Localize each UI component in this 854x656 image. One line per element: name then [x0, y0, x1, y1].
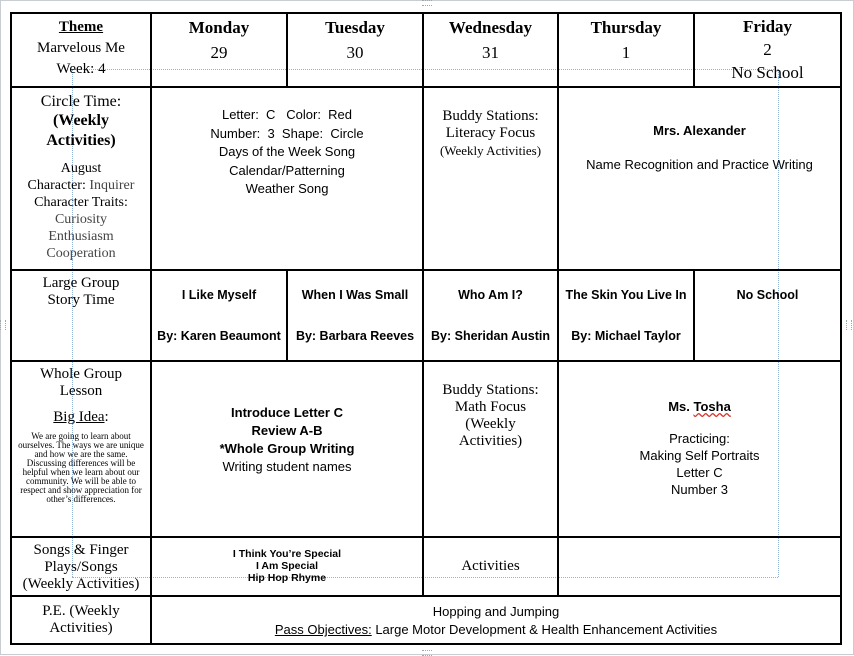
book-cell-friday[interactable]	[694, 270, 841, 361]
theme-name: Marvelous Me	[37, 40, 125, 56]
lesson-line: Review A-B	[251, 423, 323, 438]
activity-line: Math Focus	[454, 399, 527, 415]
songs-thu-fri-cell[interactable]	[558, 537, 841, 596]
day-name: Friday	[742, 17, 793, 36]
day-date: 2	[763, 40, 772, 59]
day-date: 29	[210, 43, 228, 62]
lesson-line: *Whole Group Writing	[219, 441, 355, 456]
book-author: By: Michael Taylor	[571, 329, 681, 343]
row-label: Activities)	[46, 132, 116, 149]
character-label: Character:	[27, 178, 90, 193]
trait-item: Cooperation	[46, 246, 116, 261]
activity-line: Making Self Portraits	[639, 448, 760, 463]
day-header-monday[interactable]	[151, 13, 287, 87]
day-name: Monday	[188, 18, 250, 37]
teacher-prefix: Ms.	[668, 399, 694, 414]
resize-handle[interactable]	[0, 320, 6, 330]
book-cell-wednesday[interactable]	[423, 270, 558, 361]
day-header-thursday[interactable]	[558, 13, 694, 87]
book-cell-thursday[interactable]	[558, 270, 694, 361]
activity-line: Weather Song	[245, 181, 329, 196]
row-label: Large Group	[42, 275, 120, 291]
songs-mon-tue-cell[interactable]	[151, 537, 423, 596]
pe-row	[11, 596, 841, 644]
story-time-label-cell[interactable]	[11, 270, 151, 361]
book-title: The Skin You Live In	[565, 288, 687, 302]
day-name: Thursday	[590, 18, 662, 37]
songs-wednesday-cell[interactable]	[423, 537, 558, 596]
teacher-surname: Tosha	[693, 399, 731, 414]
activity-line: (Weekly	[465, 416, 516, 432]
book-title: When I Was Small	[301, 288, 409, 302]
pe-objectives-text: Large Motor Development & Health Enhancement Activities	[371, 622, 718, 637]
week-number: Week: 4	[56, 61, 106, 77]
big-idea-text: We are going to learn about ourselves. The ways we are unique and how we are the same. Discussing differences will be helpful when we learn about our community. We will be able to respect and show appreciation for other’s differences.	[18, 431, 144, 504]
book-title: No School	[736, 288, 799, 302]
row-label: Lesson	[59, 383, 103, 399]
activity-line: Name Recognition and Practice Writing	[586, 157, 813, 172]
lesson-line: Introduce Letter C	[231, 405, 343, 420]
activity-line: Practicing:	[669, 431, 730, 446]
resize-handle[interactable]	[422, 650, 432, 656]
whole-group-thu-fri-cell[interactable]	[558, 361, 841, 537]
pe-activity-line: Hopping and Jumping	[432, 604, 560, 619]
lesson-plan-table	[10, 12, 842, 645]
pe-objectives-line	[152, 621, 840, 639]
activity-line: Buddy Stations:	[442, 382, 539, 398]
teacher-name	[559, 398, 840, 415]
character-line	[12, 177, 150, 194]
whole-group-wednesday-cell[interactable]	[423, 361, 558, 537]
book-title: I Like Myself	[181, 288, 257, 302]
book-cell-tuesday[interactable]	[287, 270, 423, 361]
songs-label-cell[interactable]	[11, 537, 151, 596]
activity-line: Number 3	[670, 482, 729, 497]
pe-label-cell[interactable]	[11, 596, 151, 644]
pe-activities-cell[interactable]	[151, 596, 841, 644]
row-label: Story Time	[47, 292, 115, 308]
day-header-wednesday[interactable]	[423, 13, 558, 87]
activity-line: Number: 3 Shape: Circle	[210, 125, 364, 141]
book-author: By: Sheridan Austin	[431, 329, 550, 343]
pe-objectives-label: Pass Objectives:	[274, 622, 372, 637]
story-time-row	[11, 270, 841, 361]
activity-line: Calendar/Patterning	[229, 162, 345, 178]
book-author: By: Barbara Reeves	[295, 329, 415, 343]
theme-cell[interactable]	[11, 13, 151, 87]
day-date: 30	[346, 43, 364, 62]
header-row	[11, 13, 841, 87]
big-idea-colon: :	[104, 409, 109, 425]
day-date: 1	[621, 43, 631, 62]
whole-group-mon-tue-cell[interactable]	[151, 361, 423, 537]
activity-line: Days of the Week Song	[218, 144, 356, 159]
row-label: P.E. (Weekly Activities)	[42, 603, 120, 636]
resize-handle[interactable]	[422, 0, 432, 6]
whole-group-label-cell[interactable]	[11, 361, 151, 537]
big-idea-label: Big Idea	[53, 409, 105, 425]
traits-label: Character Traits:	[34, 195, 128, 210]
song-title: Hip Hop Rhyme	[247, 572, 327, 584]
book-title: Who Am I?	[458, 288, 523, 302]
circle-time-row	[11, 87, 841, 270]
day-date: 31	[482, 43, 499, 62]
circle-time-mon-tue-cell[interactable]	[151, 87, 423, 270]
day-name: Tuesday	[325, 18, 385, 37]
activity-line: Buddy Stations:	[442, 108, 539, 124]
row-label: Songs & Finger	[33, 542, 129, 558]
song-title: I Am Special	[255, 560, 319, 572]
book-author: By: Karen Beaumont	[157, 329, 281, 343]
circle-time-thu-fri-cell[interactable]	[558, 87, 841, 270]
song-title: I Think You’re Special	[232, 548, 342, 560]
book-cell-monday[interactable]	[151, 270, 287, 361]
theme-label: Theme	[58, 19, 104, 35]
row-label: Circle Time:	[40, 93, 122, 110]
trait-item: Enthusiasm	[48, 229, 114, 244]
month-label: August	[60, 161, 102, 176]
circle-time-label-cell[interactable]	[11, 87, 151, 270]
row-label: (Weekly Activities)	[22, 576, 140, 592]
lesson-line: Writing student names	[222, 459, 352, 474]
row-label: (Weekly	[53, 112, 109, 129]
trait-item: Curiosity	[54, 212, 108, 227]
big-idea-heading	[12, 408, 150, 427]
resize-handle[interactable]	[846, 320, 852, 330]
circle-time-wednesday-cell[interactable]	[423, 87, 558, 270]
day-header-friday[interactable]	[694, 13, 841, 87]
day-note: No School	[731, 63, 804, 82]
character-value: Inquirer	[89, 178, 135, 193]
activity-line: Activities	[461, 558, 520, 574]
row-label: Plays/Songs	[44, 559, 118, 575]
activity-line: Letter: C Color: Red	[221, 107, 353, 122]
teacher-name: Mrs. Alexander	[653, 123, 746, 138]
activity-line: Activities)	[458, 433, 523, 449]
whole-group-row	[11, 361, 841, 537]
songs-row	[11, 537, 841, 596]
activity-line: Literacy Focus	[445, 125, 536, 141]
row-label: Whole Group	[39, 366, 123, 382]
day-header-tuesday[interactable]	[287, 13, 423, 87]
day-name: Wednesday	[448, 18, 533, 37]
activity-line: (Weekly Activities)	[439, 143, 542, 158]
activity-line: Letter C	[676, 465, 723, 480]
